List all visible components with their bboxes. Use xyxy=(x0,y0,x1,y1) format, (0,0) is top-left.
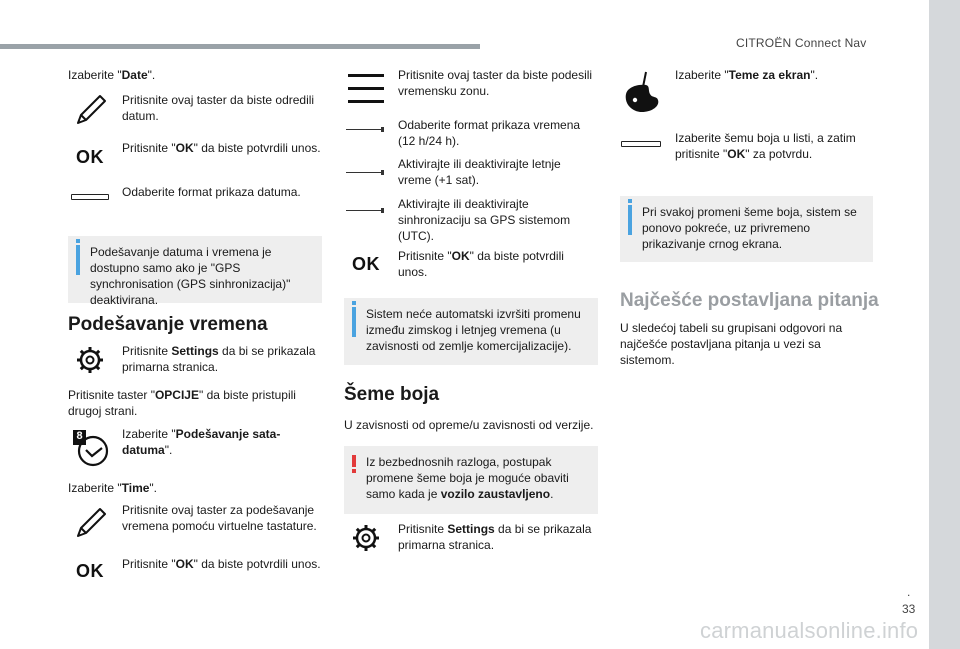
pencil-icon xyxy=(74,93,108,127)
toggle-end-icon xyxy=(381,170,384,175)
ok-zone-text: Pritisnite "OK" da biste potvrdili unos. xyxy=(398,249,564,279)
info-note-summer xyxy=(344,298,598,365)
info-marker-icon xyxy=(352,307,356,337)
gear-icon xyxy=(352,524,380,552)
select-scheme-text: Izaberite šemu boja u listi, a zatim pritisnite "OK" za potvrdu. xyxy=(675,131,856,161)
list-bar-icon xyxy=(621,141,661,147)
settings-text-2: Pritisnite Settings da bi se prikazala primarna stranica. xyxy=(398,522,592,552)
warning-note xyxy=(344,446,598,514)
info-marker-icon xyxy=(628,205,632,235)
toggle-line-icon xyxy=(346,172,382,173)
options-text: Pritisnite taster "OPCIJE" da biste pristupili drugoj strani. xyxy=(68,388,296,418)
info-note-gps xyxy=(68,236,322,307)
toggle-line-icon xyxy=(346,210,382,211)
clock-badge: 8 xyxy=(76,430,83,442)
toggle-line-icon xyxy=(346,129,382,130)
pen-time-text: Pritisnite ovaj taster za podešavanje vremena pomoću virtuelne tastature. xyxy=(122,503,317,533)
info-marker-icon xyxy=(76,245,80,275)
ok-time-text: Pritisnite "OK" da biste potvrdili unos. xyxy=(122,557,321,571)
info-note-restart xyxy=(620,196,873,262)
ok-icon: OK xyxy=(76,561,104,581)
page-number: 33 xyxy=(902,602,916,616)
info-note-text: Podešavanje datuma i vremena je dostupno samo ako je "GPS synchronisation (GPS sinhronizacija)" deaktivirana. xyxy=(90,245,291,307)
time-settings-text: Izaberite "Podešavanje sata-datuma". xyxy=(122,427,281,457)
toggle-end-icon xyxy=(381,127,384,132)
date-format-text: Odaberite format prikaza datuma. xyxy=(122,185,301,199)
warning-marker-icon xyxy=(352,455,356,467)
info-note-text: Sistem neće automatski izvršiti promenu između zimskog i letnjeg vremena (u zavisnosti od zemlje komercijalizacije). xyxy=(366,307,581,353)
summer-time-text: Aktivirajte ili deaktivirajte letnje vreme (+1 sat). xyxy=(398,157,561,187)
select-date-text: Izaberite "Date". xyxy=(68,68,156,82)
faq-intro-text: U sledećoj tabeli su grupisani odgovori na najčešće postavljana pitanja u vezi sa sistemom. xyxy=(620,321,843,367)
format-bar-icon xyxy=(71,194,109,200)
page-dot: . xyxy=(907,585,911,599)
schemes-intro-text: U zavisnosti od opreme/u zavisnosti od verzije. xyxy=(344,418,594,432)
select-time-text: Izaberite "Time". xyxy=(68,481,158,495)
settings-text-1: Pritisnite Settings da bi se prikazala primarna stranica. xyxy=(122,344,316,374)
palette-brush-icon xyxy=(620,70,662,114)
faq-heading: Najčešće postavljana pitanja xyxy=(620,290,879,311)
ok-date-text: Pritisnite "OK" da biste potvrdili unos. xyxy=(122,141,321,155)
header-rule xyxy=(0,44,480,49)
color-schemes-heading: Šeme boja xyxy=(344,384,440,405)
menu-icon xyxy=(346,70,386,108)
ok-icon: OK xyxy=(76,147,104,167)
pencil-icon xyxy=(74,506,108,540)
warning-note-text: Iz bezbednosnih razloga, postupak promene šeme boja je moguće obaviti samo kada je vozilo zaustavljeno. xyxy=(366,455,569,501)
clock-icon xyxy=(72,428,112,468)
time-format-text: Odaberite format prikaza vremena (12 h/24 h). xyxy=(398,118,581,148)
ok-icon: OK xyxy=(352,254,380,274)
brand-label: CITROËN Connect Nav xyxy=(736,36,867,50)
info-note-text: Pri svakoj promeni šeme boja, sistem se ponovo pokreće, uz privremeno prikazivanje crnog ekrana. xyxy=(642,205,857,251)
screen-themes-text: Izaberite "Teme za ekran". xyxy=(675,68,819,82)
side-strip xyxy=(929,0,960,649)
pen-date-text: Pritisnite ovaj taster da biste odredili datum. xyxy=(122,93,315,123)
watermark: carmanualsonline.info xyxy=(700,618,919,643)
time-heading: Podešavanje vremena xyxy=(68,314,268,335)
timezone-text: Pritisnite ovaj taster da biste podesili vremensku zonu. xyxy=(398,68,593,98)
gear-icon xyxy=(76,346,104,374)
gps-sync-text: Aktivirajte ili deaktivirajte sinhronizaciju sa GPS sistemom (UTC). xyxy=(398,197,571,243)
toggle-end-icon xyxy=(381,208,384,213)
